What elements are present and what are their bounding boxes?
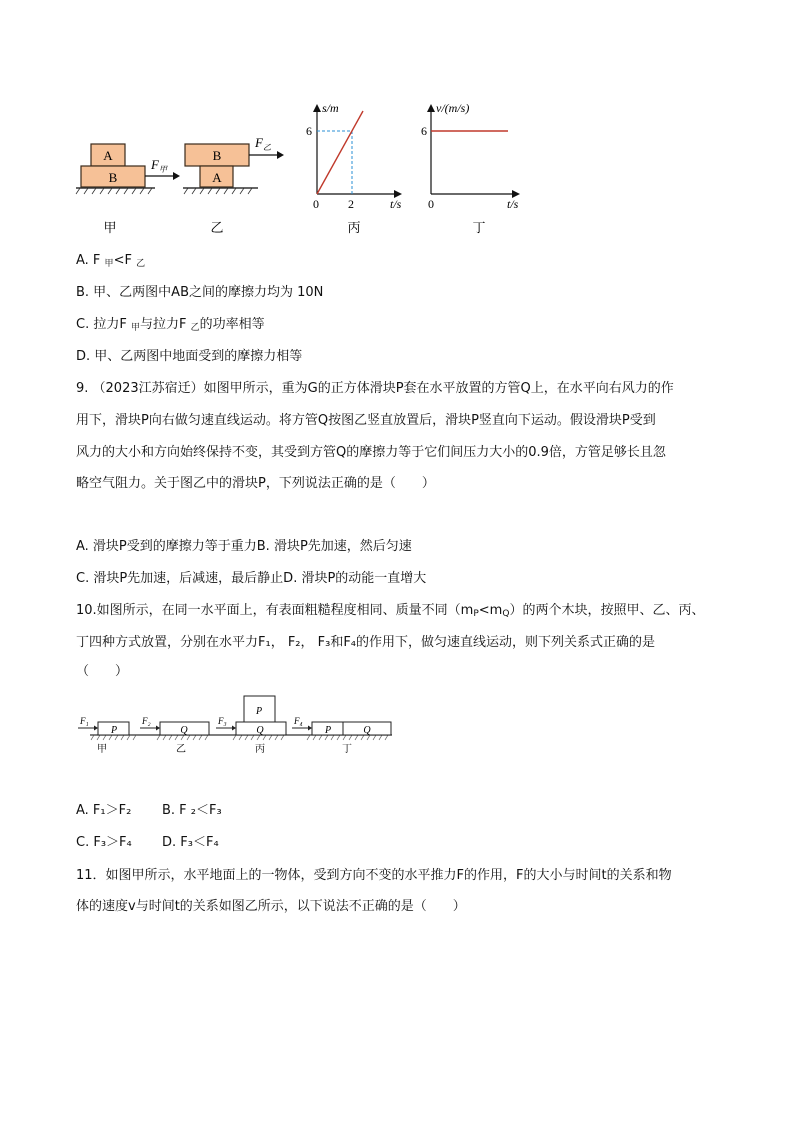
q10-yi-arrow-head [156, 726, 160, 731]
figure-ding [421, 101, 520, 235]
q9-options-cd: C. 滑块P先加速，后减速，最后静止D. 滑块P的动能一直增大 [76, 571, 427, 586]
figure-q10 [0, 686, 794, 786]
q10-force-1: F₁ [80, 716, 89, 726]
ding-x-label: t/s [507, 197, 519, 211]
figure-q8 [0, 0, 794, 245]
yi-force-label: $F_乙$ [255, 135, 271, 152]
ding-y-label: v/(m/s) [436, 101, 470, 115]
q10-option-d: D. F₃＜F₄ [162, 835, 219, 850]
bing-tick-y: 6 [306, 124, 312, 138]
q10-label-ding: 丁 [342, 744, 352, 755]
q9-stem-line3: 风力的大小和方向始终保持不变，其受到方管Q的摩擦力等于它们间压力大小的0.9倍，方管足够长且忽 [76, 445, 666, 460]
yi-a-label: A [212, 170, 222, 185]
bing-caption: 丙 [347, 220, 361, 235]
yi-ground-hatch [184, 188, 252, 194]
q10-force-3: F₃ [218, 716, 227, 726]
q10-ground-hatch [91, 735, 388, 740]
q10-jia-p-label: P [110, 725, 118, 736]
q10-bing-p-label: P [255, 706, 263, 717]
q8-option-d: D. 甲、乙两图中地面受到的摩擦力相等 [76, 349, 303, 364]
ding-caption: 丁 [472, 220, 486, 235]
ding-y-arrow [427, 104, 435, 112]
q10-ding-q-label: Q [363, 725, 371, 736]
q9-stem-line1: 9. （2023江苏宿迁）如图甲所示，重为G的正方体滑块P套在水平放置的方管Q上，在水平向右风力的作 [76, 381, 674, 396]
q10-yi-q-label: Q [180, 725, 188, 736]
bing-y-arrow [313, 104, 321, 112]
q10-stem-line1: 10.如图所示，在同一水平面上，有表面粗糙程度相同、质量不同$(m_P<m_Q)$的两个木块，按照甲、乙、丙、 [76, 603, 705, 619]
ding-origin: 0 [428, 197, 434, 211]
jia-a-label: A [103, 148, 113, 163]
q11-stem-line2: 体的速度v与时间t的关系如图乙所示，以下说法不正确的是（ ） [76, 899, 466, 914]
q10-ding-p-label: P [324, 725, 332, 736]
q10-label-bing: 丙 [255, 744, 265, 755]
jia-force-label: $F_甲$ [151, 157, 167, 174]
figure-bing [306, 101, 402, 235]
q9-stem-line2: 用下，滑块P向右做匀速直线运动。将方管Q按图乙竖直放置后，滑块P竖直向下运动。假设滑块P受到 [76, 413, 656, 428]
ding-tick-y: 6 [421, 124, 427, 138]
q10-option-b: B. F ₂＜F₃ [162, 803, 222, 818]
bing-y-label: s/m [322, 101, 339, 115]
q10-label-jia: 甲 [97, 744, 107, 755]
q10-option-a: A. F₁＞F₂ [76, 803, 132, 818]
jia-arrow-head [173, 172, 180, 180]
q10-bing-arrow-head [232, 726, 236, 731]
q8-option-b: B. 甲、乙两图中AB之间的摩擦力均为 10N [76, 285, 324, 300]
yi-caption: 乙 [210, 220, 224, 235]
bing-tick-x: 2 [348, 197, 354, 211]
q8-option-a: A. F $_甲$<F $_乙$ [76, 253, 146, 269]
q10-label-yi: 乙 [176, 744, 186, 755]
bing-origin: 0 [313, 197, 319, 211]
q9-options-ab: A. 滑块P受到的摩擦力等于重力B. 滑块P先加速，然后匀速 [76, 539, 412, 554]
q11-stem-line1: 11．如图甲所示，水平地面上的一物体，受到方向不变的水平推力F的作用，F的大小与时间t的关系和物 [76, 868, 672, 883]
q10-ding-arrow-head [308, 726, 312, 731]
q10-force-4: F₄ [294, 716, 303, 726]
q10-jia-arrow-head [94, 726, 98, 731]
q9-stem-line4: 略空气阻力。关于图乙中的滑块P，下列说法正确的是（ ） [76, 476, 435, 491]
q10-stem-line3: （ ） [76, 664, 129, 679]
q8-option-c: C. 拉力F $_甲$与拉力F $_乙$的功率相等 [76, 317, 265, 333]
q10-option-c: C. F₃＞F₄ [76, 835, 132, 850]
q10-bing-q-label: Q [256, 725, 264, 736]
bing-x-label: t/s [390, 197, 402, 211]
bing-graph-line [317, 111, 363, 194]
yi-arrow-head [277, 151, 284, 159]
jia-caption: 甲 [103, 220, 117, 235]
figure-jia [76, 144, 180, 235]
yi-b-label: B [212, 148, 222, 163]
q10-stem-line2: 丁四种方式放置，分别在水平力F₁， F₂， F₃和F₄的作用下，做匀速直线运动，则下列关系式正确的是 [76, 635, 656, 650]
figure-yi [183, 135, 284, 235]
q10-force-2: F₂ [142, 716, 151, 726]
jia-b-label: B [108, 170, 118, 185]
jia-ground-hatch [76, 188, 152, 194]
